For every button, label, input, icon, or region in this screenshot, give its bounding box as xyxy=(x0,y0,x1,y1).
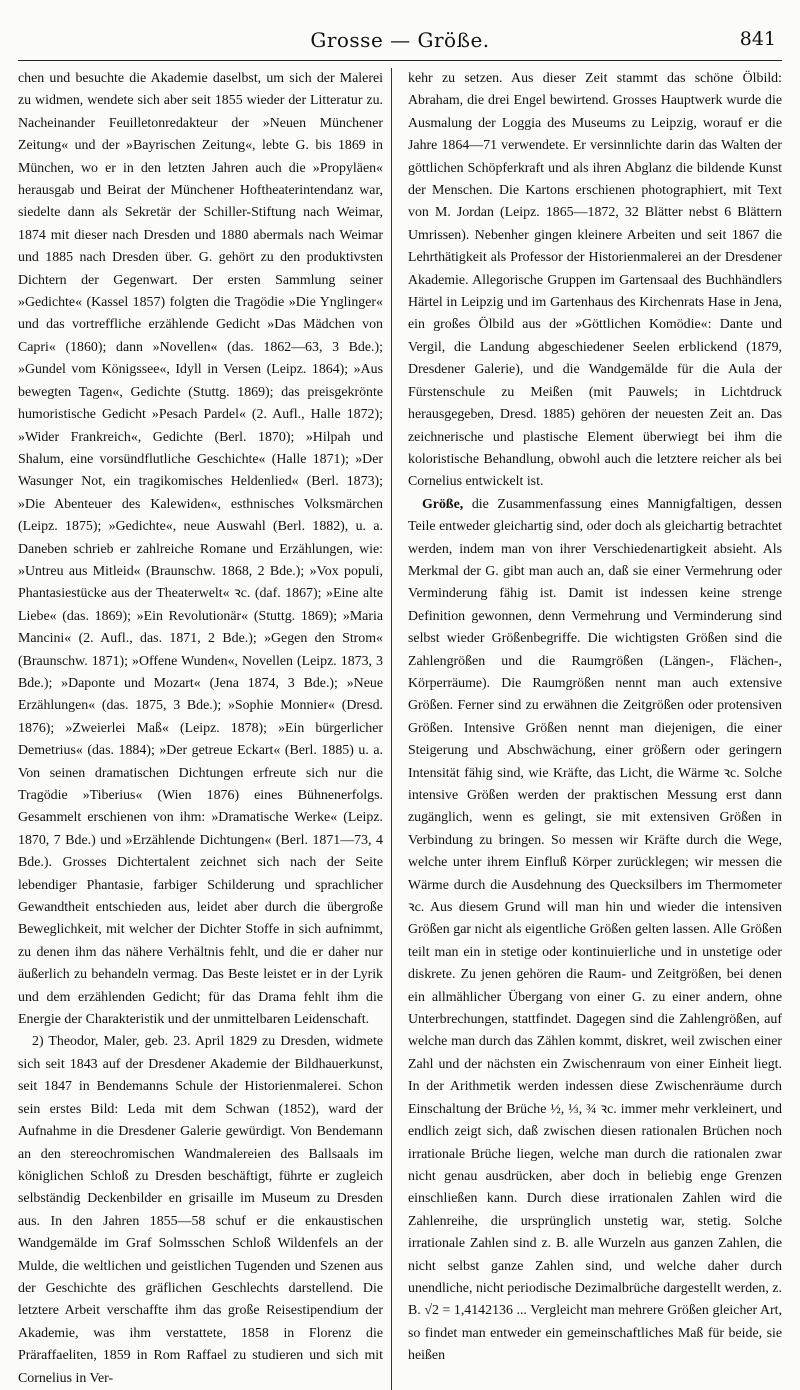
right-column xyxy=(408,68,782,1390)
running-header xyxy=(18,28,782,58)
entry-headword: Größe, xyxy=(422,496,464,512)
left-column xyxy=(18,68,392,1390)
paragraph: kehr zu setzen. Aus dieser Zeit stammt das schöne Ölbild: Abraham, die drei Engel bewirtend. Grosses Hauptwerk wurde die Ausmalung der Loggia des Museums zu Leipzig, worauf er die Jahre 1864—71 verwendete. Er versinnlichte darin das Walten der göttlichen Schöpferkraft und als ihren Abglanz die bildende Kunst der Menschen. Die Kartons erschienen photographiert, mit Text von M. Jordan (Leipz. 1865—1872, 32 Blätter nebst 6 Blättern Umrissen). Nebenher gingen kleinere Arbeiten und seit 1867 die Lehrthätigkeit als Professor der Historienmalerei an der Dresdener Akademie. Allegorische Gruppen im Gartensaal des Buchhändlers Härtel in Leipzig und im Gartenhaus des Kirchenrats Hase in Jena, ein großes Ölbild aus der »Göttlichen Komödie«: Dante und Vergil, die Landung abgeschiedener Seelen erblickend (1879, Dresdener Galerie), und die Wandgemälde für die Aula der Fürstenschule zu Meißen (mit Pauwels; in Lichtdruck herausgegeben, Dresd. 1885) gehören der neuesten Zeit an. Das zeichnerische und plastische Element überwiegt bei ihm die koloristische Behandlung, obwohl auch die letztere reicher als bei Cornelius entwickelt ist. xyxy=(408,71,782,490)
paragraph: chen und besuchte die Akademie daselbst, um sich der Malerei zu widmen, wendete sich aber seit 1855 wieder der Litteratur zu. Nacheinander Feuilletonredakteur der »Neuen Münchener Zeitung« und der »Bayrischen Zeitung«, lebte G. bis 1869 in München, wo er in den letzten Jahren auch die »Propyläen« herausgab und Beirat der Münchener Hoftheaterintendanz war, siedelte dann als Sekretär der Schiller-Stiftung nach Weimar, 1874 mit dieser nach Dresden und 1880 abermals nach Weimar und 1885 nach Dresden über. G. gehört zu den produktivsten Dichtern der Gegenwart. Der ersten Sammlung seiner »Gedichte« (Kassel 1857) folgten die Tragödie »Die Ynglinger« und das vortreffliche erzählende Gedicht »Das Mädchen von Capri« (1860); dann »Novellen« (das. 1862—63, 3 Bde.); »Gundel vom Königssee«, Idyll in Versen (Leipz. 1864); »Aus bewegten Tagen«, Gedichte (Stuttg. 1869); das preisgekrönte humoristische Gedicht »Pesach Pardel« (2. Aufl., Halle 1872); »Wider Frankreich«, Gedichte (Berl. 1870); »Hilpah und Shalum, eine vorsündflutliche Geschichte« (Halle 1871); »Der Wasunger Not, ein tragikomisches Heldenlied« (Berl. 1873); »Die Abenteuer des Kalewiden«, esthnisches Volksmärchen (Leipz. 1875); »Gedichte«, neue Auswahl (Berl. 1882), u. a. Daneben schrieb er zahlreiche Romane und Erzählungen, wie: »Untreu aus Mitleid« (Braunschw. 1868, 2 Bde.); »Vox populi, Phantasiestücke aus der Theaterwelt« ꝛc. (daf. 1867); »Eine alte Liebe« (das. 1869); »Ein Revolutionär« (Stuttg. 1869); »Maria Mancini« (2. Aufl., das. 1871, 2 Bde.); »Gegen den Strom« (Braunschw. 1871); »Offene Wunden«, Novellen (Leipz. 1873, 3 Bde.); »Daponte und Mozart« (Jena 1874, 3 Bde.); »Neue Erzählungen« (das. 1875, 3 Bde.); »Sophie Monnier« (Dresd. 1876); »Zweierlei Maß« (Leipz. 1878); »Ein bürgerlicher Demetrius« (das. 1884); »Der getreue Eckart« (Berl. 1885) u. a. Von seinen dramatischen Dichtungen erfreute sich nur die Tragödie »Tiberius« (Wien 1876) eines Bühnenerfolgs. Gesammelt erschienen von ihm: »Dramatische Werke« (Leipz. 1870, 7 Bde.) und »Erzählende Dichtungen« (Berl. 1871—73, 4 Bde.). Grosses Dichtertalent zeichnet sich nach der Seite lebendiger Phantasie, farbiger Schilderung und sprachlicher Gewandtheit entschieden aus, leidet aber durch die übergroße Beweglichkeit, mit welcher der Dichter Stoffe in sich aufnimmt, zu denen ihm das nähere Verhältnis fehlt, und die er daher nur äußerlich zu behandeln vermag. Das Beste leistet er in der Lyrik und dem erzählenden Gedicht; für das Drama fehlt ihm die Energie der Charakteristik und der unmittelbaren Leidenschaft. xyxy=(18,71,383,1028)
header-rule xyxy=(18,60,782,61)
entry-text: die Zusammenfassung eines Mannigfaltigen, dessen Teile entweder gleichartig sind, oder doch als gleichartig betrachtet werden, indem man von ihrer Verschiedenartigkeit absieht. Als Merkmal der G. gibt man auch an, daß sie einer Vermehrung oder Verminderung fähig ist. Damit ist indessen keine strenge Definition gewonnen, denn Vermehrung und Verminderung sind selbst wieder Größenbegriffe. Die wichtigsten Größen sind die Zahlengrößen und die Raumgrößen (Längen-, Flächen-, Körperräume). Die Raumgrößen nennt man auch extensive Größen. Ferner sind zu erwähnen die Zeitgrößen oder protensiven Größen. Intensive Größen nennt man diejenigen, die einer Steigerung und Abschwächung, einer größern oder geringern Intensität fähig sind, wie Kräfte, das Licht, die Wärme ꝛc. Solche intensive Größen werden der praktischen Messung erst dann zugänglich, wenn es gelingt, sie mit extensiven Größen in Verbindung zu bringen. So messen wir Kräfte durch die Wege, welche unter ihrem Einfluß Körper zurücklegen; wir messen die Wärme durch die Ausdehnung des Quecksilbers im Thermometer ꝛc. Aus diesem Grund will man hin und wieder die intensiven Größen gar nicht als eigentliche Größen gelten lassen. Alle Größen teilt man ein in stetige oder kontinuierliche und in unstetige oder diskrete. Zu jenen gehören die Raum- und Zeitgrößen, bei denen ein allmählicher Übergang von einer G. zu einer andern, ohne Unterbrechungen, stattfindet. Dagegen sind die Zahlengrößen, auf welche man durch das Zählen kommt, diskret, weil zwischen einer Zahl und der nächsten ein Zwischenraum von einer Einheit liegt. In der Arithmetik werden indessen diese Zwischenräume durch Einschaltung der Brüche ½, ⅓, ¾ ꝛc. immer mehr verkleinert, und endlich zeigt sich, daß zwischen diesen rationalen Brüchen noch irrationale Brüche liegen, welche man durch die rationalen zwar nicht genau ausdrücken, aber doch in beliebig enge Grenzen einschließen kann. Durch diese irrationalen Zahlen wird die Zahlenreihe, die ursprünglich unstetig war, stetig. Solche irrationale Zahlen sind z. B. alle Wurzeln aus ganzen Zahlen, die nicht selbst ganze Zahlen sind, und welche daher durch unendliche, nicht periodische Dezimalbrüche dargestellt werden, z. B. √2 = 1,4142136 ... Vergleicht man mehrere Größen gleicher Art, so findet man entweder ein gemeinschaftliches Maß für beide, sie heißen xyxy=(408,496,782,1364)
paragraph: 2) Theodor, Maler, geb. 23. April 1829 zu Dresden, widmete sich seit 1843 auf der Dresdener Akademie der Bildhauerkunst, seit 1847 in Bendemanns Schule der Historienmalerei. Schon sein erstes Bild: Leda mit dem Schwan (1852), ward der Aufnahme in die Dresdener Galerie gewürdigt. Von Bendemann an den stereochromischen Wandmalereien des Ballsaals im königlichen Schloß zu Dresden beschäftigt, führte er zugleich selbständig Deckenbilder en grisaille im Museum zu Dresden aus. In den Jahren 1855—58 schuf er die enkaustischen Wandgemälde im Graf Solmsschen Schloß Wildenfels an der Mulde, die weltlichen und geistlichen Tugenden und Szenen aus der Geschichte des gräflichen Geschlechts darstellend. Die letztere Arbeit verschaffte ihm das große Reisestipendium der Akademie, was ihm verstattete, 1858 in Florenz die Präraffaeliten, 1859 in Rom Raffael zu studieren und sich mit Cornelius in Ver- xyxy=(18,1034,383,1386)
text-columns xyxy=(18,68,782,1386)
running-title: Grosse — Größe. xyxy=(310,28,490,52)
entry-paragraph xyxy=(408,494,782,1368)
page-number: 841 xyxy=(739,28,776,50)
